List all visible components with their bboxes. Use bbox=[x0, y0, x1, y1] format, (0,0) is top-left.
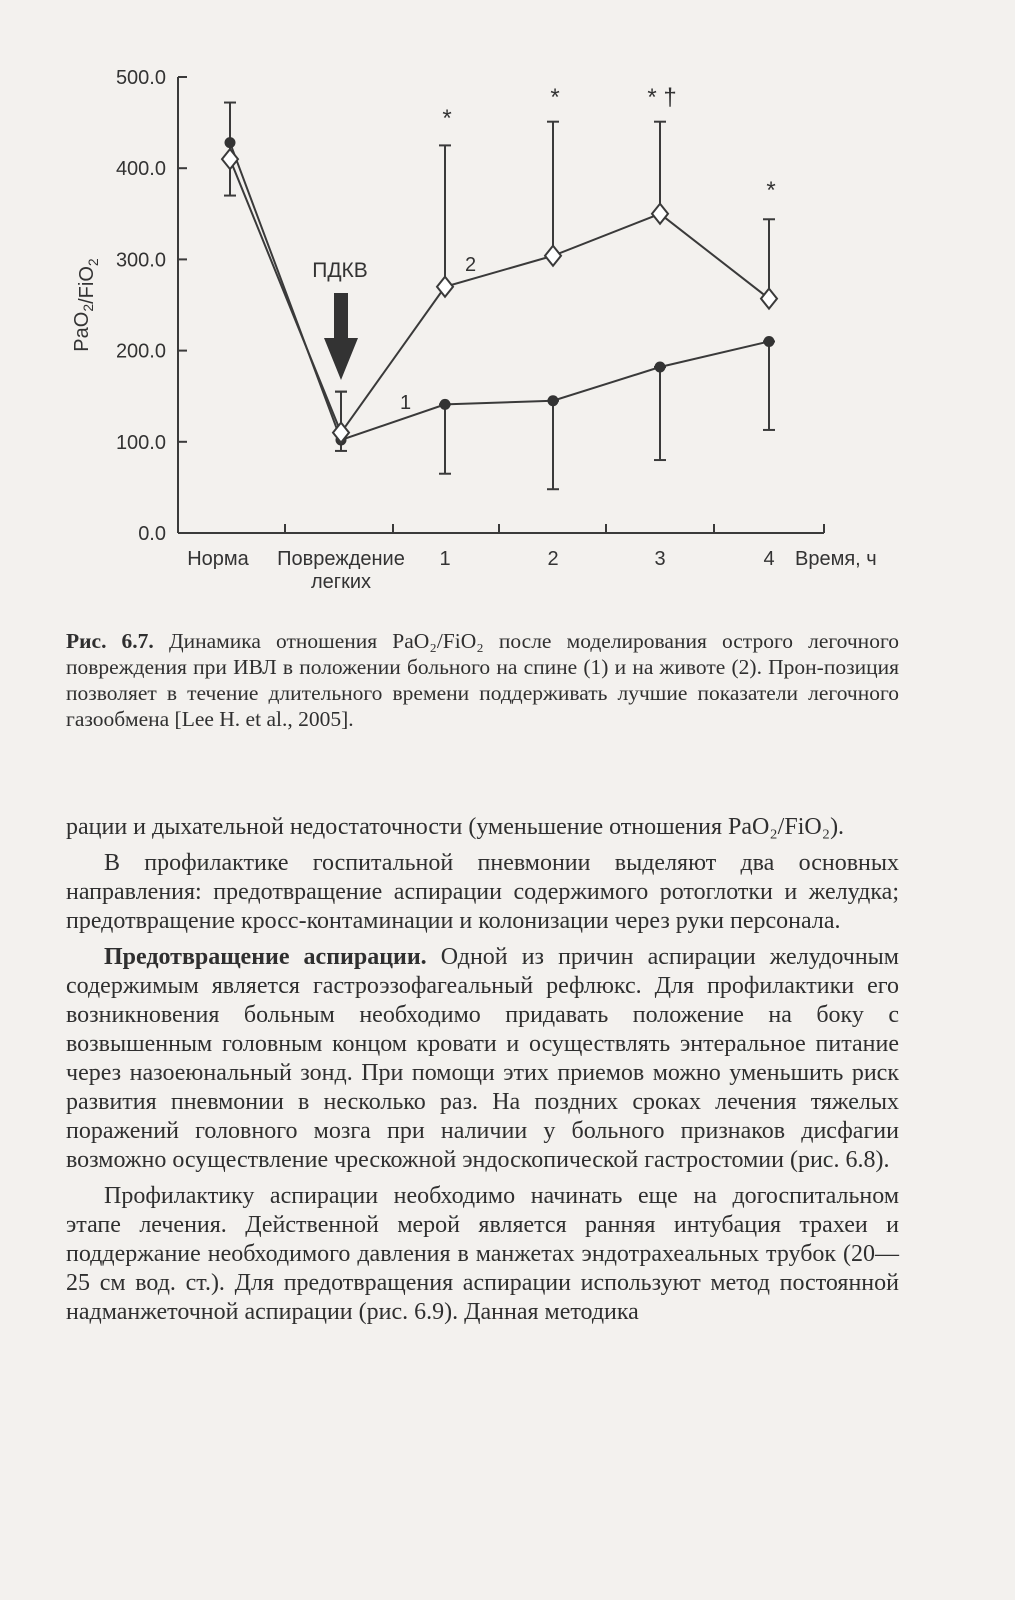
y-label-part: /FiO bbox=[76, 266, 98, 304]
y-tick-label: 300.0 bbox=[115, 249, 166, 272]
significance-marker: * bbox=[766, 177, 776, 204]
y-axis-label bbox=[71, 258, 101, 352]
series-markers bbox=[222, 137, 777, 445]
y-tick-label: 0.0 bbox=[138, 523, 166, 545]
x-axis-label: Время, ч bbox=[795, 548, 877, 570]
y-tick-label: 100.0 bbox=[115, 431, 166, 454]
significance-marker: * bbox=[442, 105, 452, 132]
body-text bbox=[66, 813, 899, 1334]
line-series-2 bbox=[230, 159, 769, 433]
y-label-part: PaO bbox=[71, 311, 93, 352]
point-series-1 bbox=[440, 399, 451, 410]
point-series-2 bbox=[761, 289, 777, 309]
chart-axes bbox=[71, 67, 877, 593]
paragraph-3-heading: Предотвращение аспирации. bbox=[104, 944, 427, 970]
significance-marker: * † bbox=[647, 84, 677, 111]
y-tick-label: 200.0 bbox=[115, 340, 166, 363]
error-bars bbox=[224, 103, 775, 490]
intervention-arrow-icon bbox=[324, 293, 358, 380]
intervention-label: ПДКВ bbox=[312, 259, 368, 282]
paragraph-3-text: Одной из причин аспирации желудочным содержимым является гастроэзофагеальный рефлюкс. Для профилактики его возникновения больным необходимо придавать положение на боку с возвышенным головным концом кровати и осуществлять энтеральное питание через назоеюнальный зонд. При помощи этих приемов можно уменьшить риск развития пневмонии в несколько раз. На поздних сроках лечения тяжелых поражений головного мозга при наличии у больного признаков дисфагии возможно осуществление чрескожной эндоскопической гастростомии (рис. 6.8). bbox=[66, 944, 899, 1173]
x-tick-label: 1 bbox=[439, 548, 451, 570]
point-series-2 bbox=[652, 204, 668, 224]
series-label-2: 2 bbox=[465, 254, 477, 276]
x-tick-label: легких bbox=[310, 571, 372, 593]
paragraph-1: рации и дыхательной недостаточности (уменьшение отношения PaO₂/FiO₂). bbox=[66, 814, 845, 840]
point-series-1 bbox=[225, 137, 236, 148]
x-tick-label: Норма bbox=[187, 548, 249, 570]
point-series-2 bbox=[222, 149, 238, 169]
line-series-1 bbox=[230, 143, 769, 440]
paragraph-4: Профилактику аспирации необходимо начинать еще на догоспитальном этапе лечения. Действенной мерой является ранняя интубация трахеи и поддержание необходимого давления в манжетах эндотрахеальных трубок (20—25 см вод. ст.). Для предотвращения аспирации используют метод постоянной надманжеточной аспирации (рис. 6.9). Данная методика bbox=[66, 1183, 899, 1325]
point-series-1 bbox=[764, 336, 775, 347]
y-tick-label: 400.0 bbox=[115, 158, 166, 181]
x-tick-label: Повреждение bbox=[277, 548, 405, 570]
point-series-1 bbox=[655, 362, 666, 373]
figure-number: Рис. 6.7. bbox=[66, 629, 154, 653]
paragraph-3 bbox=[66, 943, 899, 1175]
significance-marker: * bbox=[550, 84, 560, 111]
caption-text: Динамика отношения PaO₂/FiO₂ после моделирования острого легочного повреждения при ИВЛ в положении больного на спине (1) и на животе (2). Прон-позиция позволяет в течение длительного времени поддерживать лучшие показатели легочного газообмена [Lee H. et al., 2005]. bbox=[66, 629, 899, 731]
y-label-subscript: 2 bbox=[85, 258, 101, 267]
pao2-fio2-chart bbox=[0, 0, 1015, 610]
point-series-1 bbox=[548, 395, 559, 406]
x-tick-label: 4 bbox=[763, 548, 775, 570]
y-tick-label: 500.0 bbox=[115, 67, 166, 89]
x-tick-label: 2 bbox=[547, 548, 559, 570]
x-tick-label: 3 bbox=[654, 548, 666, 570]
series-lines bbox=[230, 143, 769, 440]
series-label-1: 1 bbox=[400, 392, 412, 414]
figure-caption bbox=[66, 628, 899, 732]
paragraph-2: В профилактике госпитальной пневмонии выделяют два основных направления: предотвращение аспирации содержимого ротоглотки и желудка; предотвращение кросс-контаминации и колонизации через руки персонала. bbox=[66, 850, 899, 934]
y-label-subscript: 2 bbox=[80, 303, 96, 312]
point-series-2 bbox=[545, 246, 561, 266]
